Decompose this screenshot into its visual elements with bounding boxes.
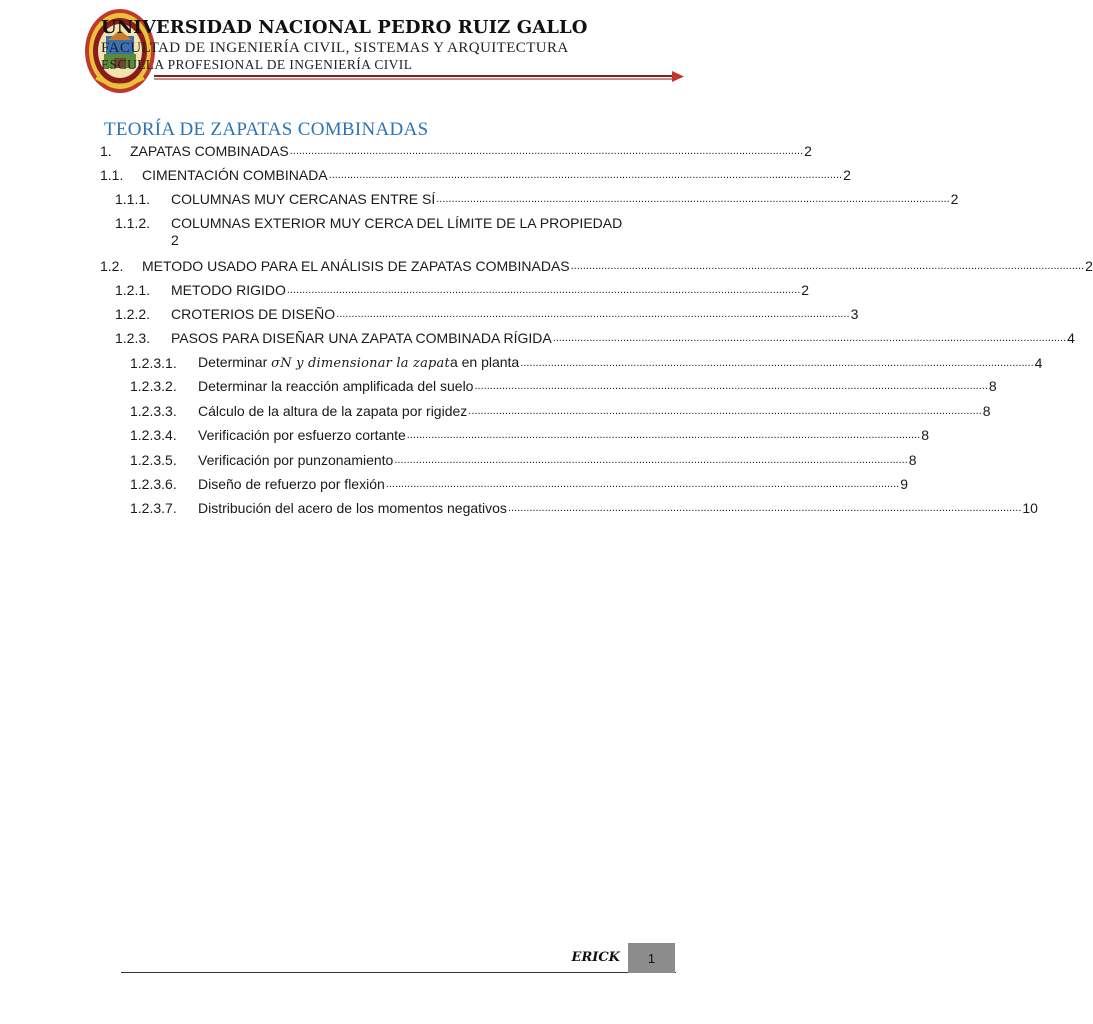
toc-number: 1.2.3.7.: [130, 500, 177, 516]
toc-entry[interactable]: [115, 215, 674, 249]
toc-title-math: σN y dimensionar la zapat: [271, 356, 450, 371]
toc-leader: ........................................................................................................................................................................: [328, 169, 843, 181]
toc-title: Verificación por punzonamiento: [198, 452, 394, 468]
toc-entry[interactable]: [100, 167, 851, 184]
toc-title: CROTERIOS DE DISEÑO: [171, 306, 336, 322]
toc-page: 2: [801, 282, 810, 298]
toc-leader: ........................................................................................................................................................................: [468, 405, 982, 417]
toc-page: 9: [900, 476, 909, 492]
toc-leader: ........................................................................................................................................................................: [436, 193, 950, 205]
toc-title: Diseño de refuerzo por flexión: [198, 476, 385, 492]
toc-title: COLUMNAS EXTERIOR MUY CERCA DEL LÍMITE DE LA PROPIEDAD: [171, 215, 623, 231]
toc-number: 1.2.2.: [115, 306, 151, 322]
page-number: 1: [647, 950, 656, 966]
toc-entry[interactable]: [130, 452, 917, 469]
toc-leader: ........................................................................................................................................................................: [552, 332, 1067, 344]
toc-number: 1.1.2.: [115, 215, 151, 231]
toc-title: PASOS PARA DISEÑAR UNA ZAPATA COMBINADA RÍGIDA: [171, 330, 552, 346]
toc-number: 1.1.: [100, 167, 124, 183]
toc-entry[interactable]: [130, 427, 930, 444]
toc-leader: ........................................................................................................................................................................: [394, 454, 908, 466]
toc-leader: ........................................................................................................................................................................: [406, 429, 921, 441]
toc-title: ZAPATAS COMBINADAS: [130, 143, 289, 159]
toc-page: 4: [1034, 355, 1043, 371]
toc-page: 2: [1085, 258, 1093, 274]
toc-number: 1.2.3.: [115, 330, 151, 346]
toc-leader: ........................................................................................................................................................................: [286, 284, 801, 296]
toc-leader: ........................................................................................................................................................................: [520, 357, 1034, 369]
university-name: UNIVERSIDAD NACIONAL PEDRO RUIZ GALLO: [101, 17, 588, 38]
toc-entry[interactable]: [130, 354, 1043, 372]
toc-page: 3: [850, 306, 859, 322]
toc-number: 1.2.3.4.: [130, 427, 177, 443]
toc-page: 8: [908, 452, 917, 468]
toc-title-post: a en planta: [449, 354, 520, 370]
toc-leader: ........................................................................................................................................................................: [507, 502, 1022, 514]
toc-title: COLUMNAS MUY CERCANAS ENTRE SÍ: [171, 191, 436, 207]
toc-page: 2: [171, 232, 179, 248]
toc-title: METODO RIGIDO: [171, 282, 286, 298]
toc-leader: ........................................................................................................................................................................: [336, 308, 850, 320]
toc-entry[interactable]: [130, 500, 1038, 517]
toc-number: 1.2.1.: [115, 282, 151, 298]
toc-number: 1.1.1.: [115, 191, 151, 207]
footer-author: ERICK: [571, 950, 620, 965]
toc-entry[interactable]: [100, 258, 1093, 275]
toc-number: 1.2.: [100, 258, 124, 274]
toc-entry[interactable]: [130, 378, 997, 395]
toc-leader: ........................................................................................................................................................................: [570, 260, 1085, 272]
toc-title: Determinar la reacción amplificada del suelo: [198, 378, 474, 394]
toc-title: METODO USADO PARA EL ANÁLISIS DE ZAPATAS COMBINADAS: [142, 258, 570, 274]
toc-title: Distribución del acero de los momentos negativos: [198, 500, 507, 516]
toc-entry[interactable]: [130, 476, 909, 493]
toc-page: 2: [950, 191, 959, 207]
toc-title-pre: Determinar: [198, 354, 272, 370]
toc-title: Verificación por esfuerzo cortante: [198, 427, 406, 443]
toc-title: Cálculo de la altura de la zapata por rigidez: [198, 403, 468, 419]
toc-title: [198, 354, 519, 372]
toc-number: 1.2.3.3.: [130, 403, 177, 419]
toc-number: 1.2.3.5.: [130, 452, 177, 468]
toc-entry[interactable]: [115, 306, 859, 323]
toc-leader: ........................................................................................................................................................................: [474, 380, 988, 392]
toc-entry[interactable]: [130, 403, 991, 420]
toc-number: 1.2.3.2.: [130, 378, 177, 394]
toc-number: 1.: [100, 143, 112, 159]
toc-page: 4: [1067, 330, 1075, 346]
toc-page: 10: [1022, 500, 1038, 516]
toc-entry[interactable]: [115, 282, 810, 299]
toc-page: 8: [988, 378, 997, 394]
toc-entry[interactable]: [100, 143, 812, 160]
toc-leader: ........................................................................................................................................................................: [385, 478, 900, 490]
header-arrow-line: [96, 68, 686, 84]
toc-entry[interactable]: [115, 191, 959, 208]
toc-page: 8: [982, 403, 991, 419]
toc-number: 1.2.3.6.: [130, 476, 177, 492]
toc-entry[interactable]: [115, 330, 1075, 347]
toc-page: 2: [804, 143, 812, 159]
school-name: ESCUELA PROFESIONAL DE INGENIERÍA CIVIL: [101, 57, 413, 72]
toc-page: 8: [921, 427, 930, 443]
page-number-box: [628, 943, 675, 973]
document-title: TEORÍA DE ZAPATAS COMBINADAS: [104, 119, 429, 140]
toc-number: 1.2.3.1.: [130, 355, 177, 371]
toc-leader: ........................................................................................................................................................................: [289, 145, 804, 157]
footer-rule: [121, 972, 676, 973]
toc-page: 2: [843, 167, 851, 183]
faculty-name: FACULTAD DE INGENIERÍA CIVIL, SISTEMAS Y ARQUITECTURA: [101, 40, 569, 56]
toc-title: CIMENTACIÓN COMBINADA: [142, 167, 328, 183]
